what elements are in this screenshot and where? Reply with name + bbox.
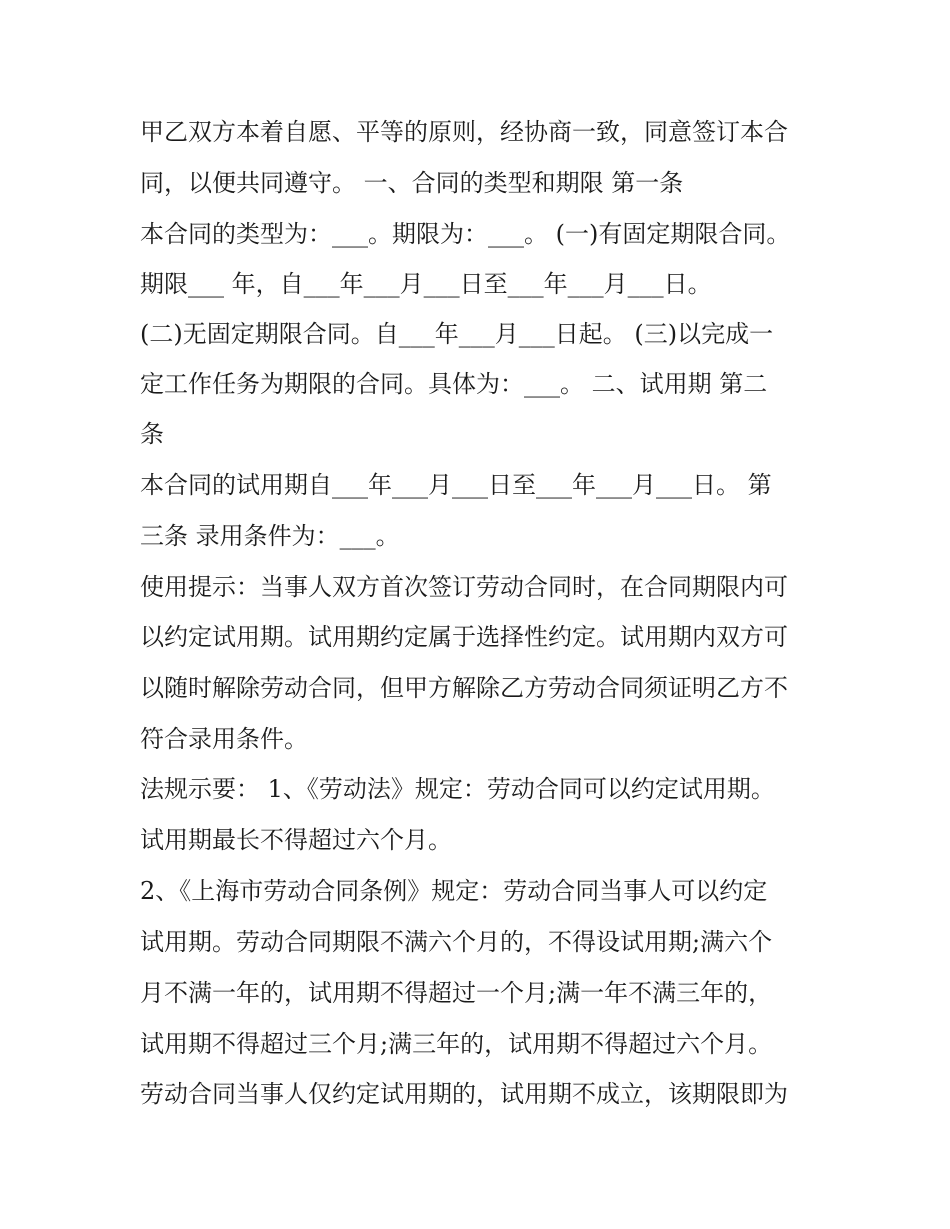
paragraph-line: 以约定试用期。试用期约定属于选择性约定。试用期内双方可: [140, 623, 788, 651]
paragraph-line: 使用提示：当事人双方首次签订劳动合同时，在合同期限内可: [140, 573, 788, 601]
paragraph-line: (二)无固定期限合同。自___年___月___日起。 (三)以完成一: [140, 320, 774, 348]
paragraph-line: 劳动合同当事人仅约定试用期的，试用期不成立，该期限即为: [140, 1080, 788, 1108]
paragraph-line: 符合录用条件。: [140, 725, 308, 753]
paragraph-line: 月不满一年的，试用期不得超过一个月;满一年不满三年的，: [140, 979, 773, 1007]
paragraph-line: 2、《上海市劳动合同条例》规定：劳动合同当事人可以约定: [140, 877, 768, 905]
paragraph-line: 定工作任务为期限的合同。具体为：___。 二、试用期 第二: [140, 370, 768, 398]
paragraph-line: 试用期最长不得超过六个月。: [140, 826, 452, 854]
paragraph-line: 三条 录用条件为：___。: [140, 522, 400, 550]
paragraph-line: 以随时解除劳动合同，但甲方解除乙方劳动合同须证明乙方不: [140, 674, 788, 702]
paragraph-line: 条: [140, 420, 164, 448]
paragraph-line: 期限___ 年，自___年___月___日至___年___月___日。: [140, 270, 712, 298]
paragraph-line: 试用期不得超过三个月;满三年的，试用期不得超过六个月。: [140, 1030, 773, 1058]
paragraph-line: 本合同的试用期自___年___月___日至___年___月___日。 第: [140, 471, 772, 499]
paragraph-line: 本合同的类型为：___。期限为：___。 (一)有固定期限合同。: [140, 220, 791, 248]
paragraph-line: 甲乙双方本着自愿、平等的原则，经协商一致，同意签订本合: [140, 118, 788, 146]
paragraph-line: 试用期。劳动合同期限不满六个月的，不得设试用期;满六个: [140, 928, 773, 956]
paragraph-line: 同，以便共同遵守。 一、合同的类型和期限 第一条: [140, 169, 684, 197]
paragraph-line: 法规示要： 1、《劳动法》规定：劳动合同可以约定试用期。: [140, 775, 775, 803]
